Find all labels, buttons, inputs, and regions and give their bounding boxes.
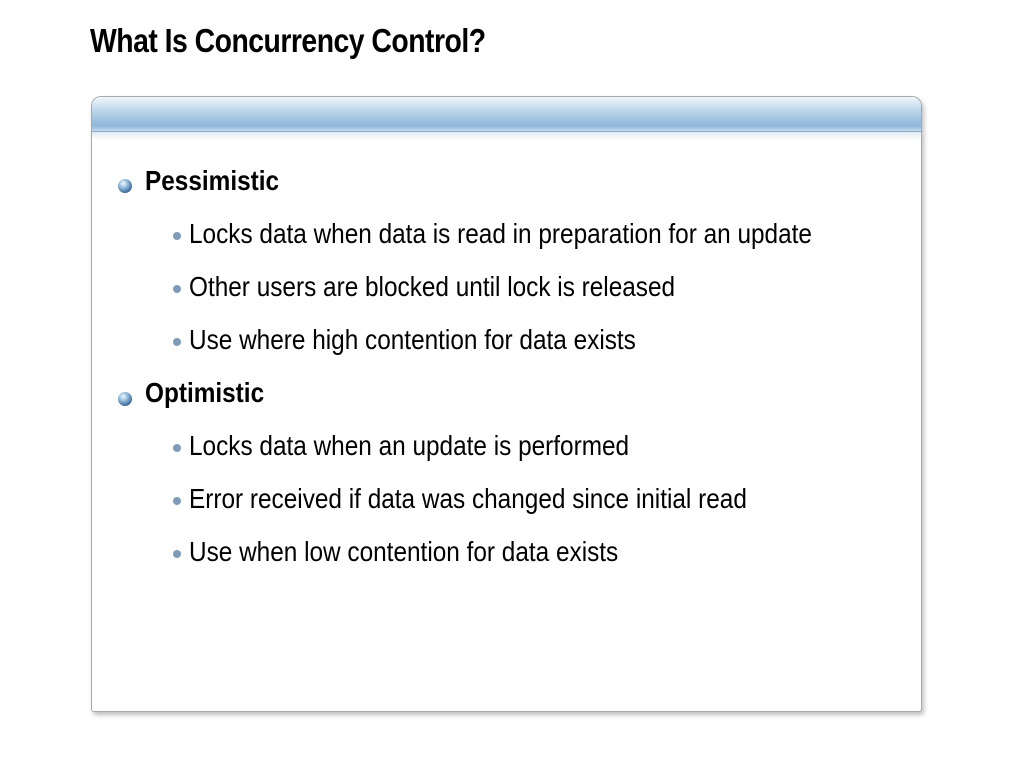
list-item: Use where high contention for data exists <box>189 324 636 355</box>
list-item: Use when low contention for data exists <box>189 536 619 567</box>
list-item: Error received if data was changed since initial read <box>189 483 747 514</box>
item-bullet-icon <box>173 550 181 558</box>
slide-title: What Is Concurrency Control? <box>90 22 486 59</box>
item-bullet-icon <box>173 338 181 346</box>
list-item: Other users are blocked until lock is released <box>189 271 676 302</box>
section-heading-optimistic: Optimistic <box>145 377 265 408</box>
list-item: Locks data when data is read in preparation for an update <box>189 218 812 249</box>
section-bullet-icon <box>118 179 132 193</box>
item-bullet-icon <box>173 232 181 240</box>
item-bullet-icon <box>173 497 181 505</box>
section-bullet-icon <box>118 392 132 406</box>
item-bullet-icon <box>173 285 181 293</box>
bullet-list <box>92 97 921 711</box>
list-item: Locks data when an update is performed <box>189 430 630 461</box>
section-heading-pessimistic: Pessimistic <box>145 165 280 196</box>
content-panel <box>91 96 922 712</box>
item-bullet-icon <box>173 444 181 452</box>
